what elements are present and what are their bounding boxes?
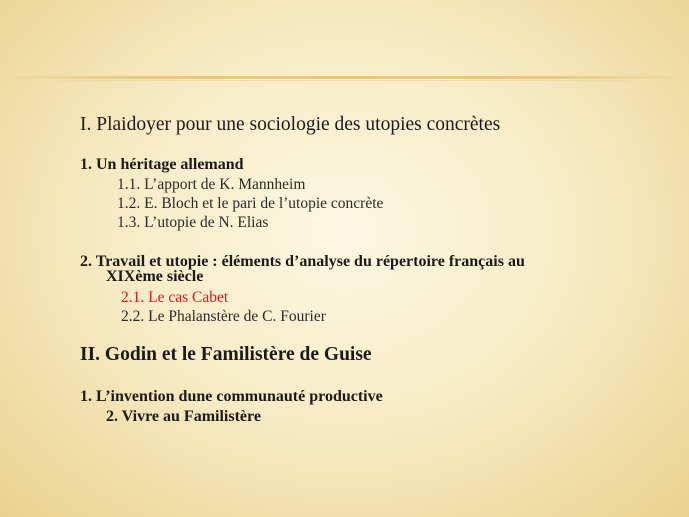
- outline-item-1-1: 1.1. L’apport de K. Mannheim: [117, 176, 306, 193]
- outline-item-2-2: 2.2. Le Phalanstère de C. Fourier: [121, 308, 326, 325]
- decorative-rule-thin: [0, 80, 689, 81]
- section-title-2: II. Godin et le Familistère de Guise: [80, 344, 372, 365]
- outline-item-1-3: 1.3. L’utopie de N. Elias: [117, 214, 269, 231]
- subsection-heading-2-continued: XIXème siècle: [106, 268, 204, 285]
- subsection-heading-2: 2. Travail et utopie : éléments d’analyse du répertoire français au: [80, 253, 525, 270]
- outline-item-2-1-highlighted: 2.1. Le cas Cabet: [121, 289, 229, 306]
- subsection-heading-ii-1: 1. L’invention dune communauté productive: [80, 388, 383, 405]
- outline-item-1-2: 1.2. E. Bloch et le pari de l’utopie concrète: [117, 195, 384, 212]
- subsection-heading-ii-2: 2. Vivre au Familistère: [106, 408, 261, 425]
- decorative-rule: [0, 76, 689, 79]
- section-title-1: I. Plaidoyer pour une sociologie des utopies concrètes: [80, 114, 501, 135]
- subsection-heading-1: 1. Un héritage allemand: [80, 156, 244, 173]
